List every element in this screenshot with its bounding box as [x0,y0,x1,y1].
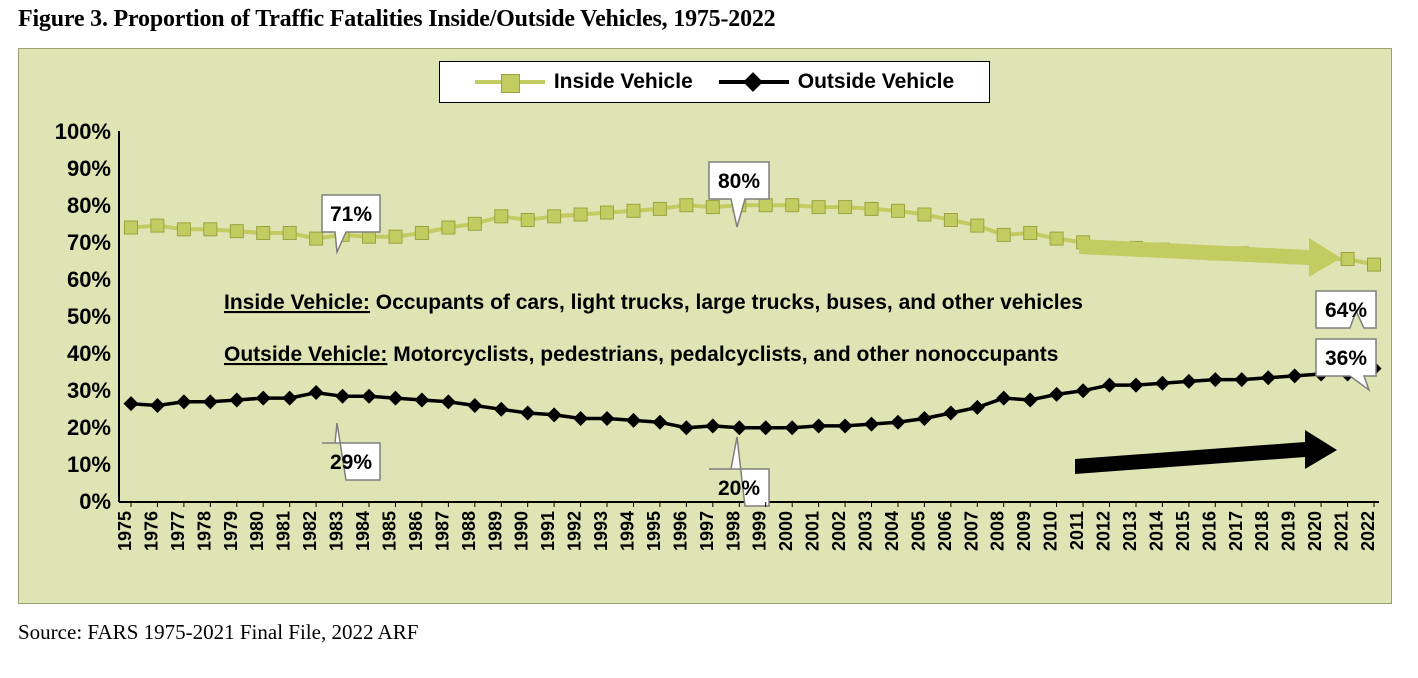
data-point-marker [943,405,958,420]
x-tick-label: 2007 [961,511,982,552]
callout-80 [709,162,769,227]
y-tick-label: 70% [66,230,111,255]
data-point-marker [653,202,666,215]
data-point-marker [811,418,826,433]
note-inside-vehicle [224,291,1083,314]
x-tick-label: 2021 [1331,511,1352,552]
x-tick-label: 2022 [1358,511,1378,552]
data-point-marker [204,223,217,236]
data-point-marker [257,227,270,240]
x-tick-label: 2004 [882,511,902,552]
line-chart-svg [19,49,1393,605]
data-point-marker [547,407,562,422]
x-tick-label: 2008 [987,510,1008,552]
y-tick-label: 40% [66,341,111,366]
x-tick-label: 1997 [696,511,717,552]
page-title: Figure 3. Proportion of Traffic Fatalities Inside/Outside Vehicles, 1975-2022 [18,6,776,32]
y-tick-label: 20% [66,415,111,440]
data-point-marker [230,225,243,238]
y-tick-label: 10% [66,452,111,477]
svg-text:Inside Vehicle: Occupants of c [224,291,1083,314]
data-point-marker [309,385,324,400]
data-point-marker [310,232,323,245]
x-tick-label: 1996 [670,511,691,552]
data-point-marker [415,227,428,240]
x-tick-label: 1980 [247,511,268,552]
x-tick-label: 2014 [1146,511,1167,552]
data-point-marker [1341,253,1354,266]
data-point-marker [812,201,825,214]
y-axis-labels [55,119,111,514]
x-tick-label: 1993 [591,511,611,552]
x-tick-label: 1984 [353,511,373,552]
data-point-marker [706,201,719,214]
x-tick-label: 2003 [855,511,876,552]
x-tick-label: 2017 [1225,511,1246,552]
legend-label-inside-vehicle: Inside Vehicle [553,70,693,93]
data-point-marker [256,391,271,406]
data-point-marker [1155,376,1170,391]
data-point-marker [1208,372,1223,387]
callout-label: 36% [1324,347,1368,370]
data-point-marker [468,217,481,230]
data-point-marker [1050,232,1063,245]
data-point-marker [388,391,403,406]
data-point-marker [601,206,614,219]
data-point-marker [864,417,879,432]
callout-64 [1316,291,1376,328]
x-tick-label: 2019 [1278,511,1299,552]
data-point-marker [1023,392,1038,407]
x-tick-label: 1989 [485,511,506,552]
x-tick-label: 2015 [1172,511,1193,552]
data-point-marker [652,415,667,430]
data-point-marker [626,413,641,428]
callout-20 [709,437,769,506]
x-tick-label: 1976 [141,511,162,552]
x-tick-label: 2020 [1305,511,1326,552]
data-point-marker [124,396,139,411]
data-point-marker [892,204,905,217]
y-tick-label: 0% [79,489,111,514]
outside-trend-arrow [1075,430,1337,474]
data-point-marker [865,202,878,215]
data-point-marker [151,219,164,232]
x-axis-labels [115,502,1378,551]
note-outside-vehicle [224,343,1058,366]
x-tick-label: 1987 [432,511,453,552]
x-tick-label: 2018 [1252,511,1273,552]
x-tick-label: 2016 [1199,511,1220,552]
note-term-outside: Outside Vehicle: [224,343,388,366]
y-tick-label: 50% [66,304,111,329]
data-point-marker [495,210,508,223]
series-inside-vehicle [125,199,1381,271]
svg-text:Outside Vehicle: Motorcyclists [224,343,1058,366]
data-point-marker [1128,378,1143,393]
x-tick-label: 1990 [511,511,532,552]
data-point-marker [944,214,957,227]
data-point-marker [996,391,1011,406]
x-tick-label: 1999 [749,511,770,552]
x-tick-label: 2010 [1040,511,1061,552]
y-tick-label: 100% [54,119,111,144]
data-point-marker [176,394,191,409]
inside-trend-arrow [1079,238,1341,277]
x-tick-label: 1978 [194,511,215,552]
data-point-marker [1076,383,1091,398]
x-tick-label: 1979 [220,511,241,552]
callout-29 [322,423,380,480]
data-point-marker [786,199,799,212]
data-point-marker [785,420,800,435]
legend-label-outside-vehicle: Outside Vehicle [797,70,955,93]
callout-label: 71% [329,203,373,226]
x-tick-label: 1991 [538,511,559,552]
data-point-marker [600,411,615,426]
note-term-inside: Inside Vehicle: [224,291,370,314]
x-tick-label: 1998 [723,511,744,552]
data-point-marker [627,204,640,217]
data-point-marker [890,415,905,430]
data-point-marker [467,398,482,413]
data-point-marker [732,420,747,435]
y-tick-label: 30% [66,378,111,403]
x-tick-label: 2005 [908,511,929,552]
series-outside-vehicle [124,361,1382,435]
x-tick-label: 1988 [458,511,479,552]
x-tick-label: 2011 [1067,511,1088,551]
x-tick-label: 2006 [934,511,955,552]
x-tick-label: 2013 [1120,511,1140,552]
data-point-marker [971,219,984,232]
data-point-marker [970,400,985,415]
data-point-marker [441,394,456,409]
note-text-inside: Occupants of cars, light trucks, large trucks, buses, and other vehicles [369,291,1083,314]
data-point-marker [283,227,296,240]
x-tick-label: 1992 [564,511,585,552]
data-point-marker [548,210,561,223]
data-point-marker [1049,387,1064,402]
x-tick-label: 2012 [1093,511,1114,552]
y-tick-label: 80% [66,193,111,218]
data-point-marker [1234,372,1249,387]
x-tick-label: 1975 [115,511,135,552]
data-point-marker [573,411,588,426]
data-point-marker [1287,368,1302,383]
x-tick-label: 1981 [273,511,294,552]
data-point-marker [520,405,535,420]
x-tick-label: 2001 [802,511,823,552]
data-point-marker [125,221,138,234]
x-tick-label: 2002 [829,511,850,552]
x-tick-label: 1995 [643,511,664,552]
data-point-marker [574,208,587,221]
data-point-marker [362,389,377,404]
plot-area [19,49,1393,605]
note-text-outside: Motorcyclists, pedestrians, pedalcyclists, and other nonoccupants [387,343,1059,366]
callout-36 [1316,339,1376,390]
data-point-marker [442,221,455,234]
callout-label: 29% [329,451,373,474]
data-point-marker [705,418,720,433]
data-point-marker [203,394,218,409]
data-point-marker [335,389,350,404]
data-point-marker [839,201,852,214]
x-tick-label: 2009 [1014,510,1035,552]
callout-label: 80% [717,170,761,193]
data-point-marker [494,402,509,417]
data-point-marker [1024,227,1037,240]
data-point-marker [759,199,772,212]
series-layer [124,199,1382,436]
y-tick-label: 60% [66,267,111,292]
data-point-marker [389,230,402,243]
x-tick-label: 2000 [776,511,797,552]
data-point-marker [918,208,931,221]
source-note: Source: FARS 1975-2021 Final File, 2022 ARF [18,620,419,644]
callout-label: 20% [717,477,761,500]
data-point-marker [414,392,429,407]
y-tick-label: 90% [66,156,111,181]
x-tick-label: 1983 [326,511,347,552]
data-point-marker [177,223,190,236]
data-point-marker [997,228,1010,241]
chart-container [18,48,1392,604]
data-point-marker [521,214,534,227]
x-tick-label: 1986 [405,511,426,552]
data-point-marker [1261,370,1276,385]
data-point-marker [1102,378,1117,393]
data-point-marker [758,420,773,435]
data-point-marker [679,420,694,435]
data-point-marker [1181,374,1196,389]
x-tick-label: 1982 [300,511,321,552]
data-point-marker [150,398,165,413]
data-point-marker [838,418,853,433]
data-point-marker [282,391,297,406]
x-tick-label: 1994 [617,511,638,552]
data-point-marker [229,392,244,407]
data-point-marker [917,411,932,426]
data-point-marker [680,199,693,212]
x-tick-label: 1985 [379,511,400,552]
x-tick-label: 1977 [167,511,188,552]
data-point-marker [1368,258,1381,271]
callout-label: 64% [1324,299,1368,322]
